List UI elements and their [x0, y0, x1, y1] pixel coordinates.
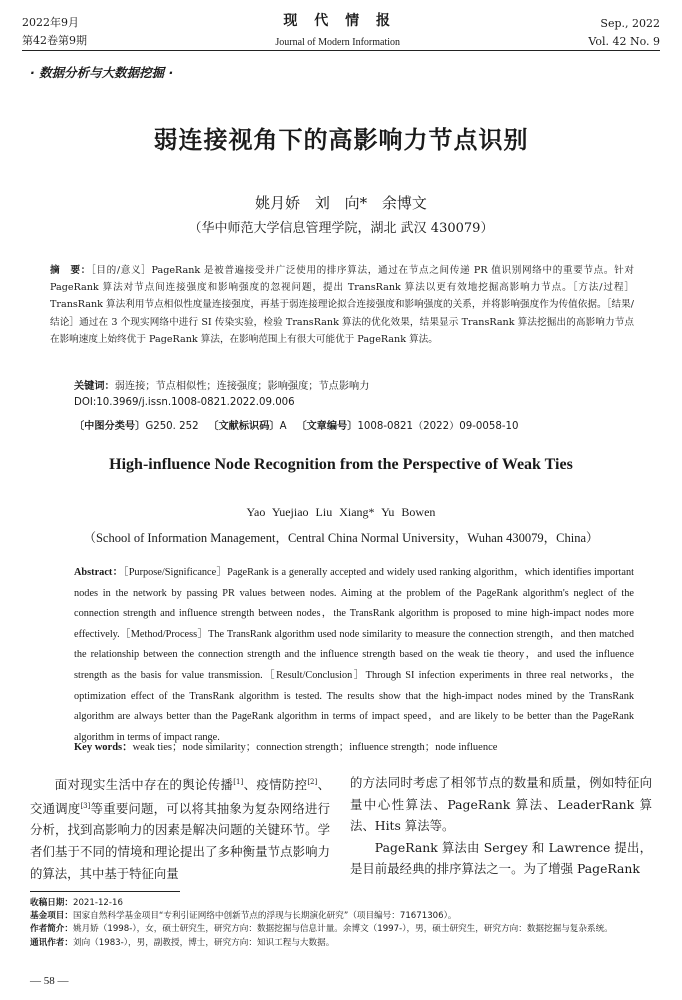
body-paragraph — [30, 772, 330, 884]
classification-line — [74, 417, 518, 432]
abstract-cn — [50, 262, 634, 348]
footnote-text: 2021-12-16 — [72, 898, 123, 908]
abstract-en — [74, 563, 634, 748]
footnote-label: 收稿日期： — [30, 898, 73, 908]
running-header — [22, 10, 660, 52]
footnote-text: 国家自然科学基金项目“专利引证网络中创新节点的浮现与长期演化研究”（项目编号：71671306）。 — [72, 911, 457, 922]
authors-en: Yao Yuejiao Liu Xiang* Yu Bowen — [246, 505, 436, 519]
keywords-en — [74, 739, 634, 754]
body-paragraph: PageRank 算法由 Sergey 和 Lawrence 提出，是目前最经典的排序算法之一。为了增强 PageRank — [350, 839, 652, 877]
affiliation-en: （School of Information Management，Central China Normal University，Wuhan 430079，China） — [83, 531, 599, 545]
footnote-label: 作者简介： — [30, 924, 73, 935]
header-journal-en: Journal of Modern Information — [275, 37, 401, 48]
section-label: · 数据分析与大数据挖掘 · — [30, 65, 174, 80]
header-date-cn: 2022年9月 — [22, 16, 79, 29]
body-column-left — [30, 772, 330, 884]
article-no-label: 〔文章编号〕 — [296, 421, 358, 432]
clc-label: 〔中图分类号〕 — [74, 421, 146, 432]
body-text: 面对现实生活中存在的舆论传播 — [54, 777, 234, 793]
doc-code-value: A — [279, 421, 287, 432]
header-volume-cn: 第42卷第9期 — [22, 34, 87, 47]
title-en: High-influence Node Recognition from the Perspective of Weak Ties — [109, 456, 573, 473]
footnote-author — [30, 923, 652, 936]
footnote-received — [30, 897, 652, 910]
footnote-rule — [30, 891, 180, 892]
footnote-corresponding — [30, 937, 652, 950]
keywords-cn-text: 弱连接；节点相似性；连接强度；影响强度；节点影响力 — [114, 381, 370, 392]
body-text: 等重要问题，可以将其抽象为复杂网络进行分析，找到高影响力的因素是解决问题的关键环节。学者们基于不同的情境和理论提出了多种衡量节点影响力的算法，其中基于特征向量 — [30, 800, 331, 881]
body-text: 、疫情防控 — [243, 777, 308, 793]
doi: DOI:10.3969/j.issn.1008-0821.2022.09.006 — [74, 397, 295, 408]
footnote-label: 通讯作者： — [30, 937, 73, 948]
header-date-en: Sep., 2022 — [600, 17, 660, 30]
footnote-fund — [30, 910, 652, 923]
abstract-en-label: Abstract： — [74, 567, 124, 578]
keywords-cn — [74, 377, 369, 392]
title-cn: 弱连接视角下的高影响力节点识别 — [153, 126, 529, 154]
citation-ref[interactable]: [3] — [80, 801, 91, 810]
citation-ref[interactable]: [2] — [307, 778, 318, 786]
article-no-value: 1008-0821（2022）09-0058-10 — [357, 421, 519, 432]
abstract-cn-label: 摘 要： — [50, 265, 91, 276]
footnotes — [30, 897, 652, 950]
keywords-en-label: Key words： — [74, 742, 133, 753]
body-column-right — [350, 772, 652, 880]
header-journal-cn: 现 代 情 报 — [283, 13, 397, 29]
affiliation-cn: （华中师范大学信息管理学院，湖北 武汉 430079） — [188, 221, 494, 236]
abstract-en-text: ［Purpose/Significance］PageRank is a generally accepted and widely used ranking algorithm，which identifies important nodes in the network by passing PR values between nodes. Aiming at the problem of the PageRank algorithm's neglect of the connection strength and influence strength between nodes，the TransRank algorithm is proposed to mine high-impact nodes more effectively.［Method/Process］The TransRank algorithm used node similarity to measure the connection strength，and then matched the relationship between the connection strength and the influence strength based on the weak tie theory，and used the influence strength as the basis for value transmission.［Result/Conclusion］Through SI infection experiments in three real networks，the optimization effect of the TransRank algorithm is tested. The results show that the high-impact nodes mined by the TransRank algorithm are always better than the PageRank algorithm in terms of impact speed，and are likely to be better than the PageRank algorithm in terms of impact range. — [74, 567, 634, 743]
page-number: — 58 — — [30, 975, 69, 987]
citation-ref[interactable]: [1] — [233, 778, 244, 786]
doc-code-label: 〔文献标识码〕 — [208, 421, 280, 432]
body-text: 、交通调度 — [30, 777, 330, 816]
header-volume-en: Vol. 42 No. 9 — [588, 35, 660, 48]
keywords-en-text: weak ties；node similarity；connection strength；influence strength；node influence — [132, 742, 498, 753]
body-paragraph: 的方法同时考虑了相邻节点的数量和质量，例如特征向量中心性算法、PageRank 算法、LeaderRank 算法、Hits 算法等。 — [350, 775, 652, 834]
authors-cn: 姚月娇 刘 向* 余博文 — [255, 194, 427, 212]
footnote-text: 姚月娇（1998-），女，硕士研究生，研究方向：数据挖掘与信息计量。余博文（1997-），男，硕士研究生，研究方向：数据挖掘与复杂系统。 — [72, 924, 613, 935]
footnote-text: 刘向（1983-），男，副教授，博士，研究方向：知识工程与大数据。 — [72, 937, 335, 948]
abstract-cn-text: ［目的/意义］PageRank 是被普遍接受并广泛使用的排序算法，通过在节点之间传递 PR 值识别网络中的重要节点。针对 PageRank 算法对节点间连接强度和影响强度的忽视问题，提出 TransRank 算法以更有效地挖掘高影响力节点。［方法/过程］TransRank 算法利用节点相似性度量连接强度，再基于弱连接理论拟合连接强度和影响强度的关系，并将影响强度作为传值依据。［结果/结论］通过在 3 个现实网络中进行 SI 传染实验，检验 TransRank 算法的优化效果，结果显示 TransRank 算法挖掘出的高影响力节点在影响速度上始终优于 PageRank 算法，在影响范围上有很大可能优于 PageRank 算法。 — [50, 265, 634, 345]
clc-value: G250. 252 — [145, 421, 199, 432]
keywords-cn-label: 关键词： — [74, 381, 115, 392]
header-rule — [22, 50, 660, 51]
footnote-label: 基金项目： — [30, 911, 73, 922]
